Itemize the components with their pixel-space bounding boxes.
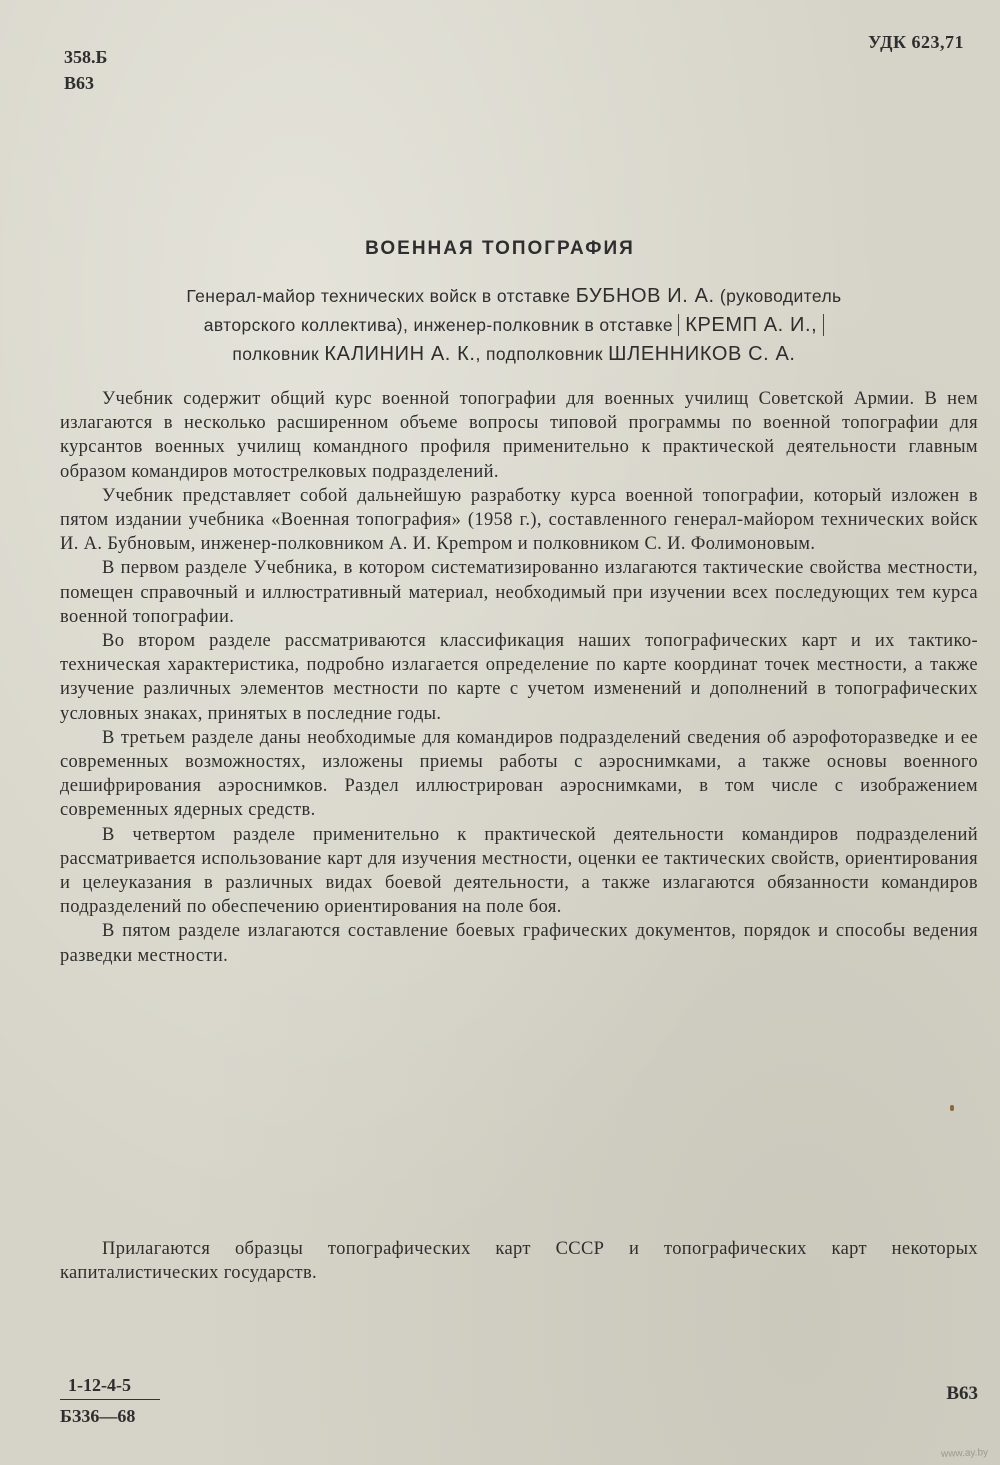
paragraph: Учебник представляет собой дальнейшую разработку курса военной топографии, который изложен в пятом издании учебника «Военная топография» (1958 г.), составленного генерал-майором технических войск И. А. Бубновым, инженер-полковником А. И. Крempом и полковником С. И. Фолимоновым.: [60, 485, 978, 555]
authors-text: , подполковник: [475, 344, 609, 364]
authors-text: (руководитель: [714, 286, 842, 306]
catalog-code-bottom: В63: [946, 1383, 978, 1404]
author-name: ШЛЕННИКОВ С. А.: [608, 343, 796, 365]
author-name: БУБНОВ И. А.: [575, 285, 715, 307]
paragraph: Учебник содержит общий курс военной топографии для военных училищ Советской Армии. В нем излагаются в несколько расширенном объеме вопросы типовой программы по военной топографии для курсантов военных училищ командного профиля применительно к практической деятельности главным образом командиров мотострелковых подразделений.: [60, 389, 978, 482]
catalog-code-line2: В63: [64, 73, 95, 93]
authors-block: [58, 282, 970, 369]
watermark: www.ay.by: [940, 1447, 989, 1460]
authors-text: полковник: [232, 344, 325, 364]
paragraph: В третьем разделе даны необходимые для командиров подразделений сведения об аэрофоторазведке и ее современных возможностях, изложены приемы работы с аэроснимками, а также основы военного дешифрирования аэроснимков. Раздел иллюстрирован аэроснимками, в том числе с изображением современных ядерных средств.: [60, 727, 978, 821]
paragraph: В первом разделе Учебника, в котором систематизированно излагаются тактические свойства местности, помещен справочный и иллюстративный материал, необходимый при изучении всех последующих тем курса военной топографии.: [60, 558, 978, 627]
paragraph: В четвертом разделе применительно к практической деятельности командиров подразделений рассматривается использование карт для изучения местности, оценки ее тактических свойств, ориентирования и целеуказания в различных видах боевой деятельности, а также излагаются обязанности командиров подразделений по обеспечению ориентирования на поле боя.: [60, 824, 978, 918]
authors-line-2: [58, 311, 970, 340]
publication-code: [60, 1375, 160, 1427]
author-name-boxed: КРЕМП А. И.,: [678, 314, 824, 336]
authors-text: авторского коллектива), инженер-полковник в отставке: [203, 315, 679, 335]
publication-code-line1: 1-12-4-5: [60, 1375, 160, 1400]
authors-line-1: [58, 282, 970, 311]
publication-code-line2: БЗ36—68: [60, 1406, 136, 1426]
udk-code: УДК 623,71: [868, 32, 964, 52]
authors-text: Генерал-майор технических войск в отставке: [186, 286, 576, 306]
paragraph: Во втором разделе рассматриваются классификация наших топографических карт и их тактико-техническая характеристика, подробно излагается определение по карте координат точек местности, а также изучение различных элементов местности по карте с учетом изменений и дополнений в топографических условных знаках, принятых в последние годы.: [60, 631, 978, 724]
appendix-note: Прилагаются образцы топографических карт СССР и топографических карт некоторых капиталистических государств.: [60, 1239, 978, 1283]
authors-line-3: [58, 340, 970, 369]
page-title: ВОЕННАЯ ТОПОГРАФИЯ: [365, 238, 635, 259]
paragraph: В пятом разделе излагаются составление боевых графических документов, порядок и способы ведения разведки местности.: [60, 921, 978, 966]
author-name: КАЛИНИН А. К.: [324, 343, 476, 365]
paper-speck: [950, 1105, 954, 1111]
catalog-code-line1: 358.Б: [64, 47, 108, 67]
abstract-body: [60, 387, 978, 968]
catalog-code: [64, 44, 107, 96]
